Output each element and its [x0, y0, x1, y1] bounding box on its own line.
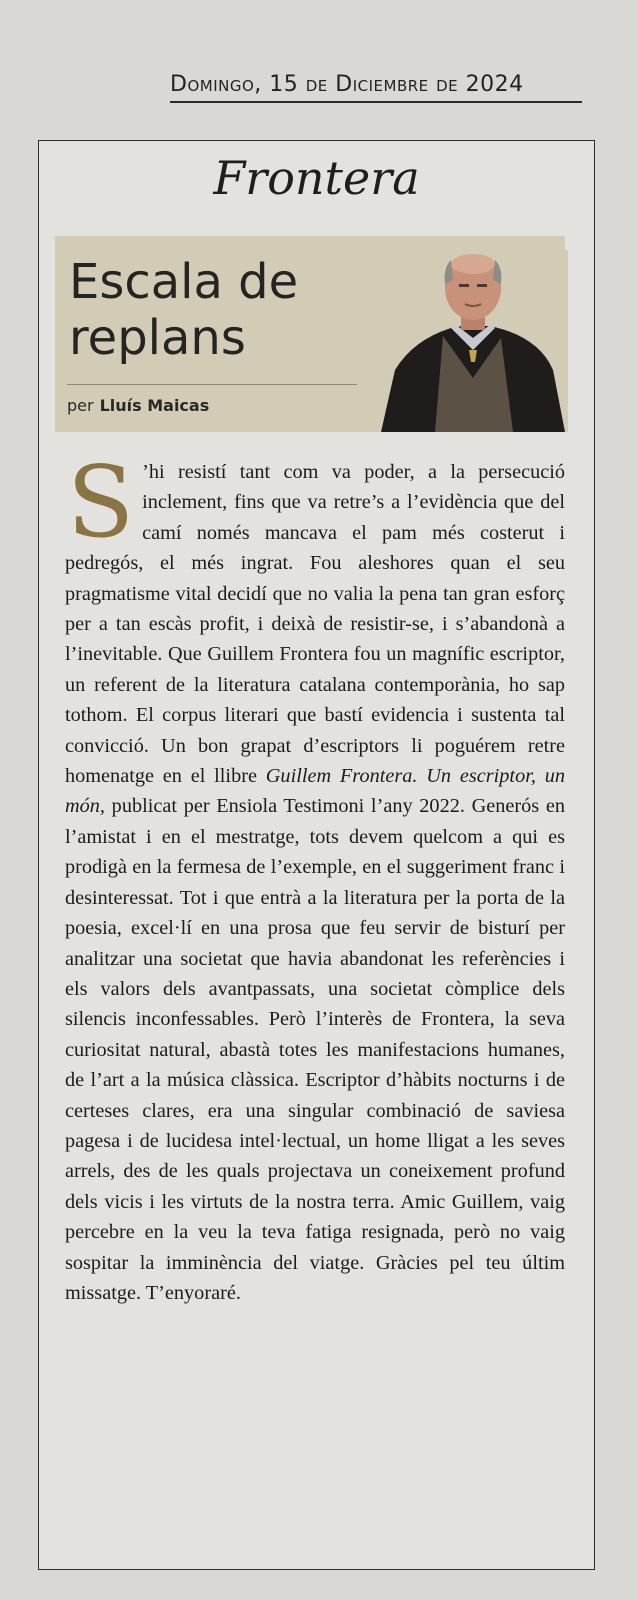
article-body	[65, 446, 566, 1308]
article-frame	[38, 140, 595, 1570]
book-title: Guillem Frontera. Un escriptor, un món,	[65, 765, 566, 818]
column-header	[55, 236, 565, 432]
byline	[67, 396, 209, 415]
byline-prefix: per	[67, 396, 94, 415]
page-date: Domingo, 15 de Diciembre de 2024	[170, 72, 582, 103]
section-title: Frontera	[213, 151, 420, 205]
article-text-part2: publicat per Ensiola Testimoni l’any 2022. Generós en l’amistat i en el mestratge, tots devem quelcom a qui es prodigà en la fermesa de l’exemple, en el suggeriment franc i desinteressat. Tot i que entrà a la literatura per la porta de la poesia, excel·lí en una prosa que feu servir de bisturí per analitzar una societat que havia abandonat les referències i els valors dels avantpassats, una societat còmplice dels silencis inconfessables. Però l’interès de Frontera, la seva curiositat natural, abastà totes les manifestacions humanes, de l’art a la música clàssica. Escriptor d’hàbits nocturns i de certeses clares, era una singular combinació de saviesa pagesa i de lucidesa intel·lectual, un home lligat a les seves arrels, des de les quals projectava un coneixement profund dels vicis i les virtuts de la nostra terra. Amic Guillem, vaig percebre en la veu la teva fatiga resignada, però no vaig sospitar la imminència del viatge. Gràcies pel teu últim missatge. T’enyoraré.	[65, 795, 565, 1304]
drop-cap: S	[67, 446, 135, 560]
article-paragraph	[65, 446, 566, 1308]
author-name: Lluís Maicas	[99, 396, 210, 415]
byline-divider	[67, 384, 357, 385]
column-name: Escala de replans	[69, 254, 299, 366]
author-photo	[373, 250, 568, 432]
article-text-part1: ’hi resistí tant com va poder, a la persecució inclement, fins que va retre’s a l’evidència que del camí només mancava el pam més costerut i pedregós, el més ingrat. Fou aleshores quan el seu pragmatisme vital decidí que no valia la pena tan gran esforç per a tan escàs profit, i deixà de resistir-se, i s’abandonà a l’inevitable. Que Guillem Frontera fou un magnífic escriptor, un referent de la literatura catalana contemporània, ho sap tothom. El corpus literari que bastí evidencia i sustenta tal convicció. Un bon grapat d’escriptors li poguérem retre homenatge en el llibre	[65, 461, 565, 788]
